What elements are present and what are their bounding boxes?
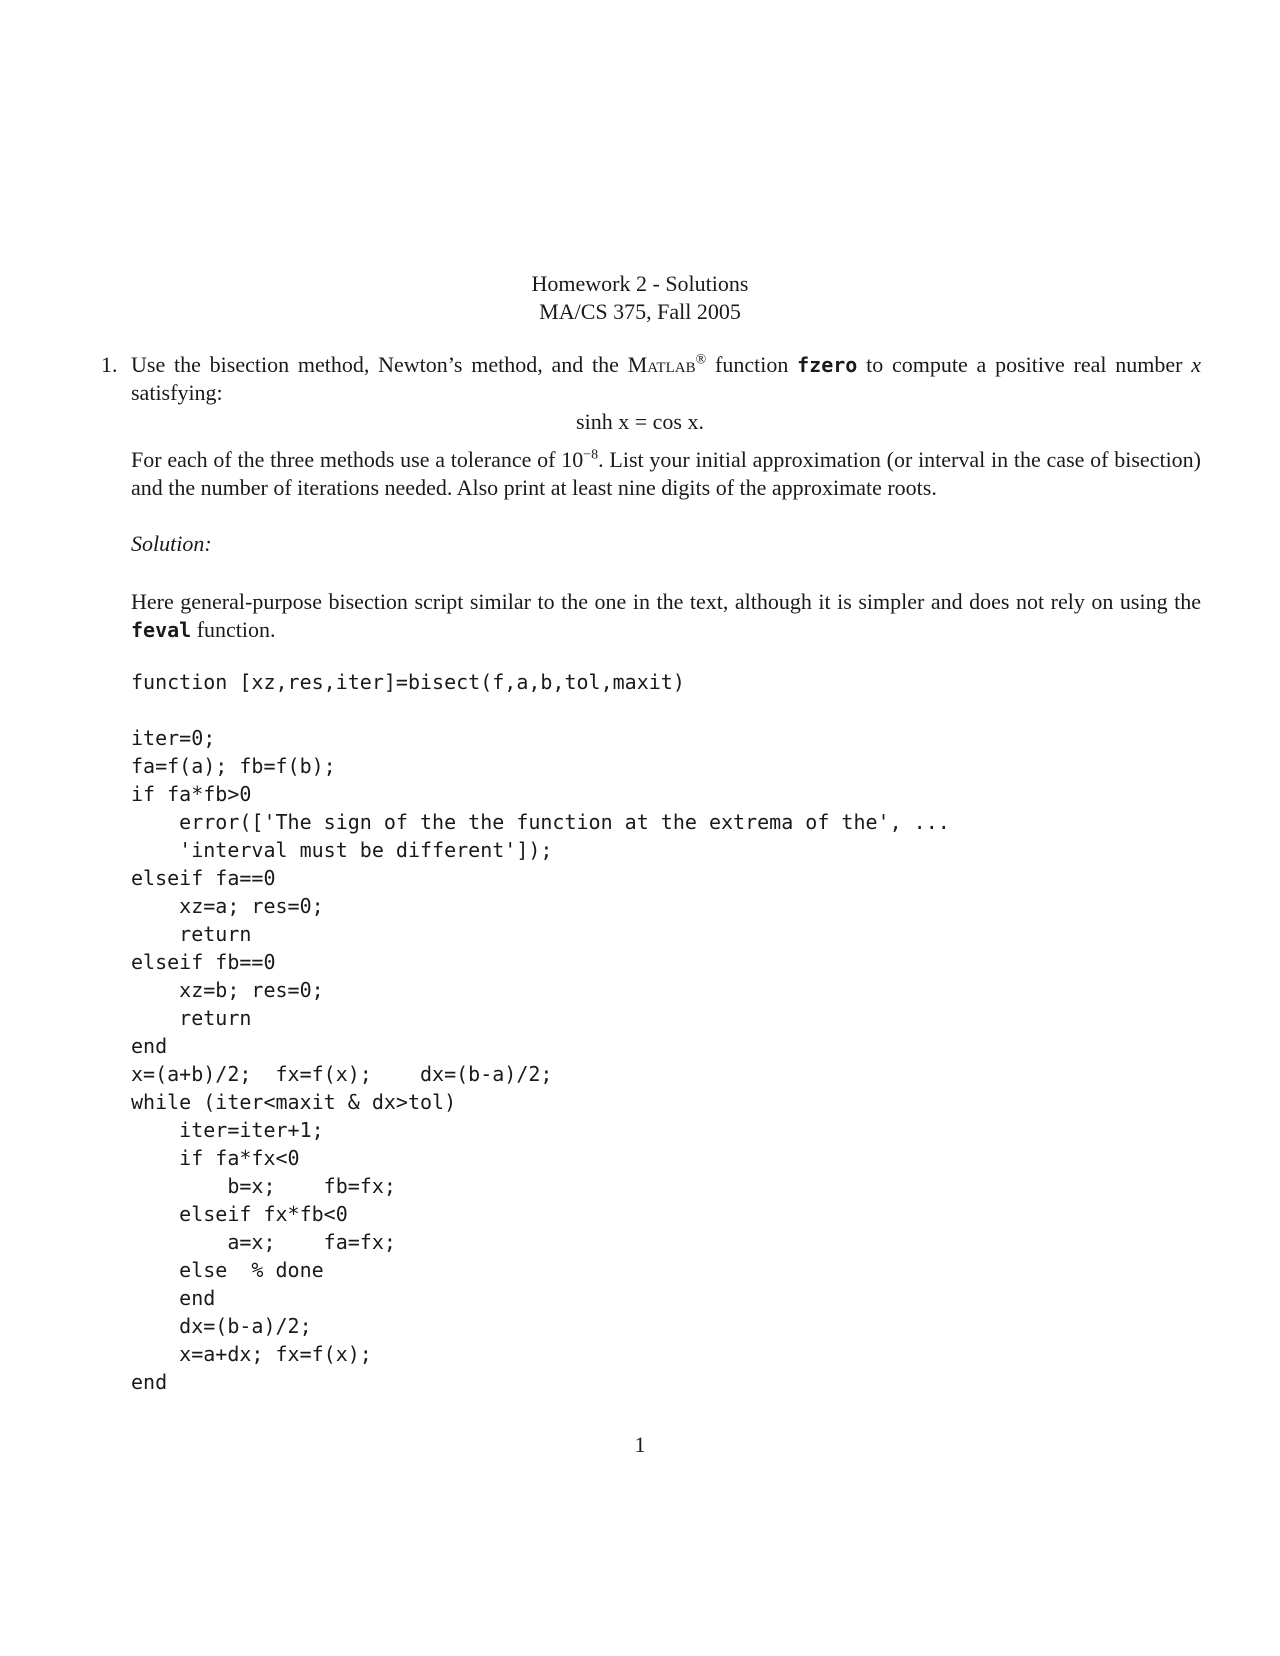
page-number: 1	[634, 1432, 646, 1457]
code-line: if fa*fx<0	[131, 1146, 300, 1170]
problem-text: to compute a positive real number	[857, 352, 1192, 377]
instructions-text: For each of the three methods use a tolerance of 10	[131, 447, 584, 472]
code-line: end	[131, 1034, 168, 1058]
code-line: xz=a; res=0;	[131, 894, 324, 918]
code-line: dx=(b-a)/2;	[131, 1314, 312, 1338]
code-line: iter=0;	[131, 726, 216, 750]
problem-text: Use the bisection method, Newton’s method, and the	[131, 352, 628, 377]
code-listing	[131, 668, 950, 1396]
code-line: elseif fa==0	[131, 866, 276, 890]
fzero-code: fzero	[797, 353, 858, 377]
code-line: x=(a+b)/2; fx=f(x); dx=(b-a)/2;	[131, 1062, 553, 1086]
code-line: 'interval must be different']);	[131, 838, 553, 862]
code-line: return	[131, 922, 252, 946]
registered-mark: ®	[695, 352, 707, 368]
code-line: b=x; fb=fx;	[131, 1174, 396, 1198]
problem-1	[101, 351, 1201, 407]
code-line: return	[131, 1006, 252, 1030]
document-header	[0, 270, 1280, 326]
variable-x: x	[1191, 352, 1201, 377]
code-line	[131, 696, 950, 724]
code-line: fa=f(a); fb=f(b);	[131, 754, 336, 778]
code-line: x=a+dx; fx=f(x);	[131, 1342, 372, 1366]
tolerance-exponent: −8	[583, 447, 599, 463]
code-line: if fa*fb>0	[131, 782, 252, 806]
code-line: error(['The sign of the the function at the extrema of the', ...	[131, 810, 950, 834]
code-line: else % done	[131, 1258, 324, 1282]
code-line: elseif fb==0	[131, 950, 276, 974]
solution-sentence: function.	[191, 617, 276, 642]
solution-text	[131, 588, 1201, 644]
problem-instructions	[131, 446, 1201, 502]
code-line: while (iter<maxit & dx>tol)	[131, 1090, 457, 1114]
code-line: elseif fx*fb<0	[131, 1202, 348, 1226]
code-line: function [xz,res,iter]=bisect(f,a,b,tol,maxit)	[131, 670, 685, 694]
feval-code: feval	[131, 618, 192, 642]
problem-number: 1.	[101, 352, 118, 377]
course-info: MA/CS 375, Fall 2005	[539, 299, 741, 324]
matlab-name: Matlab	[627, 352, 696, 377]
solution-label: Solution:	[131, 531, 212, 556]
equation: sinh x = cos x.	[576, 409, 704, 434]
instructions-text: . List your initial approximation (or interval in the case of bisection) and the number of iterations needed. Also print at least nine digits of the approximate roots.	[131, 447, 1202, 500]
code-line: iter=iter+1;	[131, 1118, 324, 1142]
code-line: end	[131, 1286, 216, 1310]
problem-text: satisfying:	[131, 380, 223, 405]
document-title: Homework 2 - Solutions	[531, 271, 749, 296]
code-line: xz=b; res=0;	[131, 978, 324, 1002]
solution-sentence: Here general-purpose bisection script similar to the one in the text, although it is simpler and does not rely on using the	[131, 589, 1201, 614]
problem-statement	[131, 351, 1201, 407]
code-line: a=x; fa=fx;	[131, 1230, 396, 1254]
problem-text: function	[706, 352, 798, 377]
code-line: end	[131, 1370, 168, 1394]
